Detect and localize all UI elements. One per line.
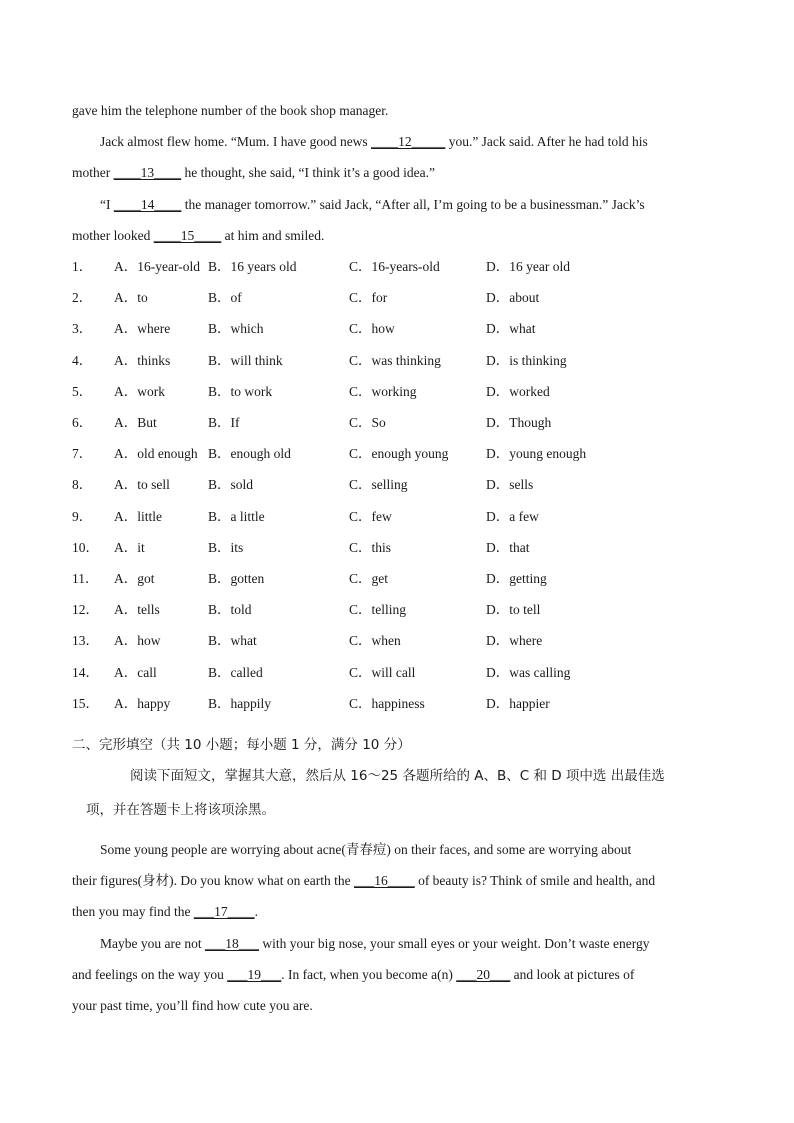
question-number: 2． [72,290,93,306]
option-b[interactable]: B．sold [208,477,254,493]
passage-line [100,841,631,859]
option-d[interactable]: D．about [486,290,540,306]
passage-text: your past time, you’ll find how cute you are. [72,998,313,1013]
question-row [72,414,722,432]
option-d[interactable]: D．Though [486,415,552,430]
option-b[interactable]: B．If [208,415,240,430]
blank-12: ____12_____ [371,134,446,149]
section-title: 二、完形填空（共 10 小题；每小题 1 分，满分 10 分） [72,737,411,753]
option-b[interactable]: B．happily [208,695,271,711]
question-row [72,476,722,494]
option-b[interactable]: B．which [208,321,264,337]
option-c[interactable]: C．for [349,290,388,306]
option-d[interactable]: D．16 year old [486,259,570,274]
passage-text: with your big nose, your small eyes or your weight. Don’t waste energy [258,936,650,951]
option-c[interactable]: C．So [349,415,386,430]
blank-20: ___20___ [456,967,511,982]
question-row [72,570,722,588]
instructions: 项，并在答题卡上将该项涂黑。 [86,802,275,818]
option-b[interactable]: B．will think [208,352,283,368]
option-a[interactable]: A．to [114,290,148,306]
passage-text: their figures(身材). Do you know what on earth the [72,873,354,888]
question-row [72,289,722,307]
option-d[interactable]: D．what [486,321,536,337]
question-number: 5． [72,383,93,399]
passage-line [100,133,648,151]
blank-15: ____15____ [153,228,222,243]
option-a[interactable]: A．call [114,664,157,680]
option-a[interactable]: A．work [114,383,165,399]
option-b[interactable]: B．of [208,290,242,306]
blank-18: ___18___ [204,936,259,951]
option-a[interactable]: A．thinks [114,352,171,368]
option-a[interactable]: A．it [114,539,145,555]
passage-text: mother looked [72,228,154,243]
question-row [72,383,722,401]
option-c[interactable]: C．how [349,321,395,337]
question-row [72,601,722,619]
option-c[interactable]: C．few [349,508,392,524]
option-d[interactable]: D．to tell [486,602,541,618]
passage-line [100,935,650,953]
option-d[interactable]: D．sells [486,477,534,493]
question-row [72,664,722,682]
blank-19: ___19___ [227,967,282,982]
option-d[interactable]: D．that [486,539,530,555]
passage-line [72,164,435,182]
option-a[interactable]: A．little [114,508,162,524]
option-c[interactable]: C．get [349,571,388,586]
option-d[interactable]: D．is thinking [486,352,567,368]
option-b[interactable]: B．called [208,664,263,680]
question-number: 15． [72,695,99,711]
option-a[interactable]: A．to sell [114,477,170,493]
question-number: 1． [72,259,93,274]
passage-text: gave him the telephone number of the book shop manager. [72,103,389,118]
passage-text: then you may find the [72,904,194,919]
option-b[interactable]: B．told [208,602,252,618]
option-d[interactable]: D．happier [486,695,550,711]
option-b[interactable]: B．a little [208,508,265,524]
passage-text: and look at pictures of [510,967,635,982]
blank-14: ____14____ [113,197,182,212]
option-a[interactable]: A．old enough [114,446,198,462]
question-row [72,352,722,370]
option-b[interactable]: B．gotten [208,571,265,586]
option-a[interactable]: A．how [114,633,161,649]
option-d[interactable]: D．a few [486,508,539,524]
passage-line [72,102,388,120]
option-d[interactable]: D．young enough [486,446,587,462]
question-row [72,320,722,338]
question-row [72,632,722,650]
option-b[interactable]: B．16 years old [208,259,297,274]
question-number: 7． [72,446,93,462]
passage-line [72,903,258,921]
instructions: 阅读下面短文，掌握其大意，然后从 16～25 各题所给的 A、B、C 和 D 项中选 出最佳选 [130,768,665,784]
option-c[interactable]: C．16-years-old [349,259,440,274]
option-c[interactable]: C．will call [349,664,416,680]
question-row [72,445,722,463]
question-number: 13． [72,633,99,649]
option-a[interactable]: A．where [114,321,171,337]
option-c[interactable]: C．selling [349,477,408,493]
passage-text: he thought, she said, “I think it’s a good idea.” [181,165,435,180]
passage-line [72,997,313,1015]
passage-line [72,872,655,890]
blank-13: ____13____ [113,165,182,180]
option-c[interactable]: C．working [349,383,417,399]
option-a[interactable]: A．got [114,571,155,586]
passage-text: mother [72,165,114,180]
blank-17: ___17____ [193,904,255,919]
option-b[interactable]: B．enough old [208,446,291,462]
passage-text: “I [100,197,114,212]
passage-text: the manager tomorrow.” said Jack, “After all, I’m going to be a businessman.” Jack’s [181,197,645,212]
option-a[interactable]: A．happy [114,695,171,711]
option-d[interactable]: D．was calling [486,664,571,680]
option-b[interactable]: B．to work [208,383,273,399]
question-number: 11． [72,571,99,586]
question-row [72,258,722,276]
option-d[interactable]: D．getting [486,571,547,586]
blank-16: ___16____ [353,873,415,888]
question-number: 12． [72,602,99,618]
option-c[interactable]: C．enough young [349,446,449,462]
option-a[interactable]: A．16-year-old [114,259,200,274]
option-c[interactable]: C．telling [349,602,406,618]
passage-text: at him and smiled. [221,228,325,243]
passage-text: and feelings on the way you [72,967,228,982]
option-b[interactable]: B．what [208,633,257,649]
passage-line [72,966,634,984]
question-number: 6． [72,415,93,430]
question-number: 14． [72,664,99,680]
question-number: 4． [72,352,93,368]
passage-text: Jack almost flew home. “Mum. I have good news [100,134,372,149]
option-c[interactable]: C．this [349,539,392,555]
question-row [72,508,722,526]
option-b[interactable]: B．its [208,539,244,555]
passage-line [72,227,324,245]
option-a[interactable]: A．tells [114,602,160,618]
passage-line [100,196,645,214]
option-d[interactable]: D．worked [486,383,550,399]
passage-text: Maybe you are not [100,936,205,951]
option-d[interactable]: D．where [486,633,543,649]
question-number: 9． [72,508,93,524]
passage-text: . [254,904,258,919]
question-row [72,539,722,557]
passage-text: you.” Jack said. After he had told his [445,134,648,149]
question-number: 8． [72,477,93,493]
passage-text: Some young people are worrying about acne(青春痘) on their faces, and some are worrying about [100,842,632,857]
passage-text: of beauty is? Think of smile and health, and [414,873,656,888]
question-number: 10． [72,539,99,555]
option-c[interactable]: C．was thinking [349,352,441,368]
question-row [72,695,722,713]
option-a[interactable]: A．But [114,415,157,430]
passage-text: . In fact, when you become a(n) [281,967,457,982]
option-c[interactable]: C．when [349,633,401,649]
question-number: 3． [72,321,93,337]
option-c[interactable]: C．happiness [349,695,425,711]
